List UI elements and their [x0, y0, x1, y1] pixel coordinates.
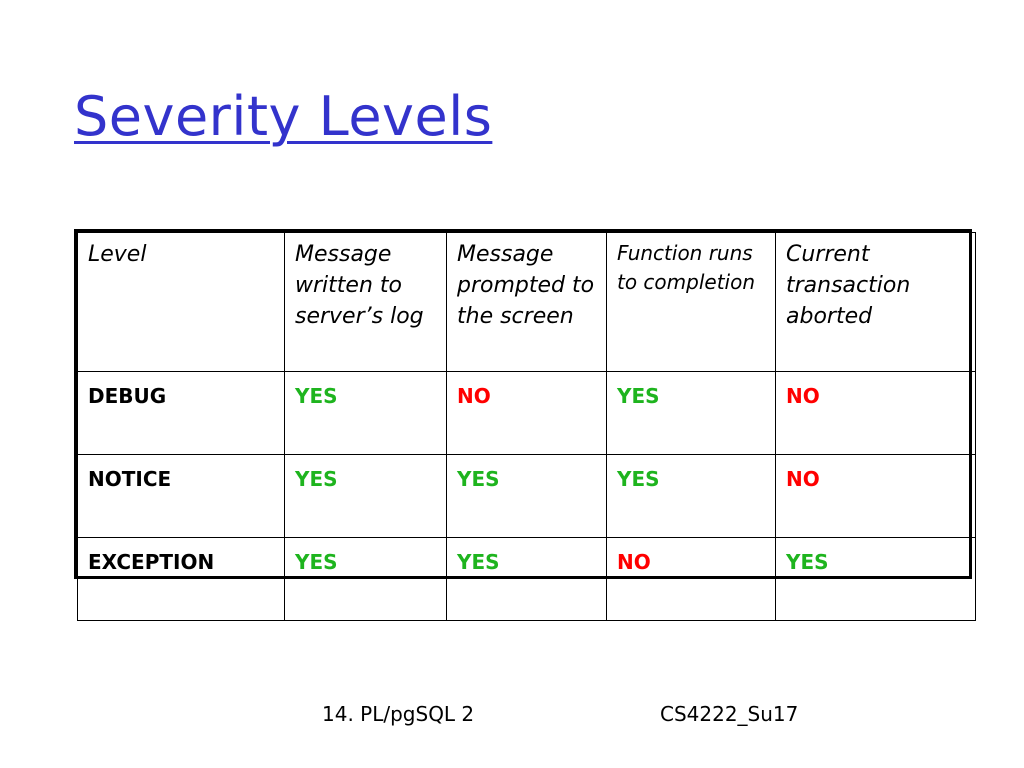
header-level: Level	[78, 233, 285, 372]
completion-cell: YES	[607, 455, 776, 538]
header-aborted: Current transaction aborted	[776, 233, 976, 372]
screen-cell: YES	[447, 455, 607, 538]
footer-lecture: 14. PL/pgSQL 2	[322, 702, 475, 726]
aborted-cell: NO	[776, 372, 976, 455]
level-cell: EXCEPTION	[78, 538, 285, 621]
table-row	[78, 455, 976, 538]
level-cell: DEBUG	[78, 372, 285, 455]
completion-cell: YES	[607, 372, 776, 455]
completion-cell: NO	[607, 538, 776, 621]
header-server-log: Message written to server’s log	[285, 233, 447, 372]
table-header-row	[78, 233, 976, 372]
footer-course: CS4222_Su17	[660, 702, 799, 726]
aborted-cell: YES	[776, 538, 976, 621]
slide-title: Severity Levels	[74, 85, 493, 148]
level-cell: NOTICE	[78, 455, 285, 538]
aborted-cell: NO	[776, 455, 976, 538]
server-log-cell: YES	[285, 372, 447, 455]
severity-table	[74, 229, 972, 579]
screen-cell: YES	[447, 538, 607, 621]
server-log-cell: YES	[285, 455, 447, 538]
screen-cell: NO	[447, 372, 607, 455]
header-completion: Function runs to completion	[607, 233, 776, 372]
server-log-cell: YES	[285, 538, 447, 621]
table-row	[78, 538, 976, 621]
header-screen: Message prompted to the screen	[447, 233, 607, 372]
table-row	[78, 372, 976, 455]
